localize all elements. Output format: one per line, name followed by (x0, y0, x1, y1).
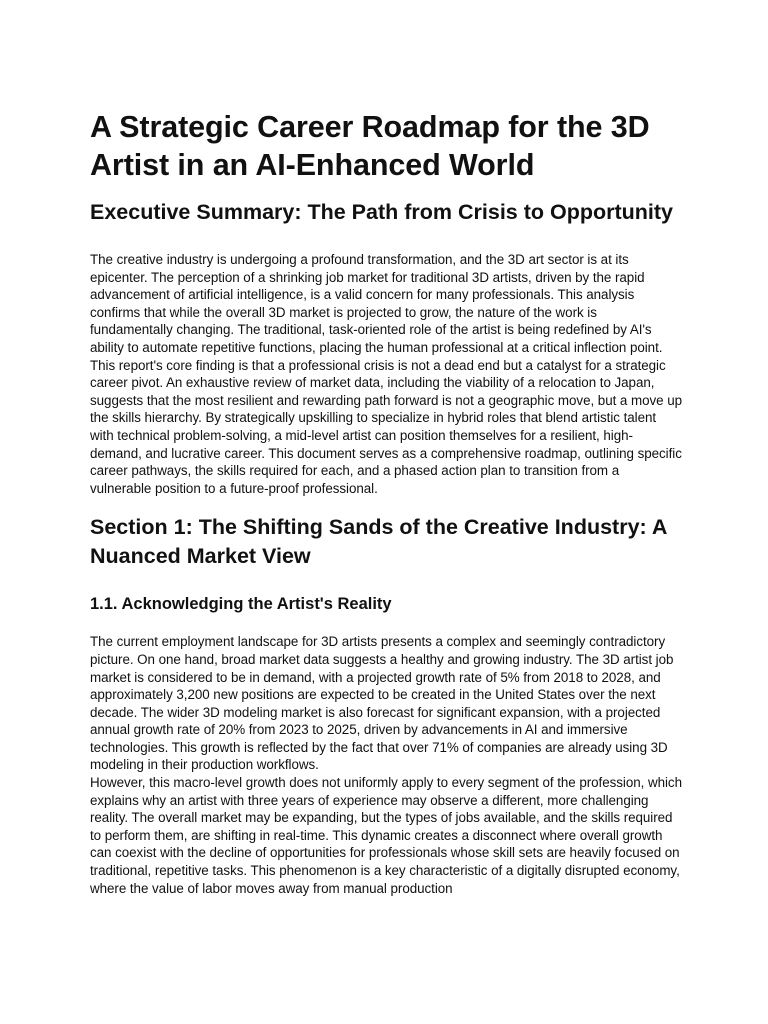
document-title: A Strategic Career Roadmap for the 3D Artist in an AI-Enhanced World (90, 110, 650, 182)
executive-summary-heading: Executive Summary: The Path from Crisis to Opportunity (90, 200, 673, 224)
executive-summary-paragraph-1: The creative industry is undergoing a profound transformation, and the 3D art sector is at its epicenter. The perception of a shrinking job market for traditional 3D artists, driven by the rapid advancement of artificial intelligence, is a valid concern for many professionals. This analysis confirms that while the overall 3D market is projected to grow, the nature of the work is fundamentally changing. The traditional, task-oriented role of the artist is being redefined by AI's ability to automate repetitive functions, placing the human professional at a critical inflection point. (90, 252, 663, 355)
subsection-1-1-paragraph-1: The current employment landscape for 3D artists presents a complex and seemingly contradictory picture. On one hand, broad market data suggests a healthy and growing industry. The 3D artist job market is considered to be in demand, with a projected growth rate of 5% from 2018 to 2028, and approximately 3,200 new positions are expected to be created in the United States over the next decade. The wider 3D modeling market is also forecast for significant expansion, with a projected annual growth rate of 20% from 2023 to 2025, driven by advancements in AI and immersive technologies. This growth is reflected by the fact that over 71% of companies are already using 3D modeling in their production workflows. (90, 634, 674, 773)
subsection-1-1-heading: 1.1. Acknowledging the Artist's Reality (90, 595, 392, 614)
document-page (90, 108, 682, 897)
executive-summary-paragraph-2: This report's core finding is that a professional crisis is not a dead end but a catalyst for a strategic career pivot. An exhaustive review of market data, including the viability of a relocation to Japan, suggests that the most resilient and rewarding path forward is not a geographic move, but a move up the skills hierarchy. By strategically upskilling to specialize in hybrid roles that blend artistic talent with technical problem-solving, a mid-level artist can position themselves for a resilient, high-demand, and lucrative career. This document serves as a comprehensive roadmap, outlining specific career pathways, the skills required for each, and a phased action plan to transition from a vulnerable position to a future-proof professional. (90, 357, 683, 496)
section-1-heading: Section 1: The Shifting Sands of the Creative Industry: A Nuanced Market View (90, 515, 667, 569)
subsection-1-1-paragraph-2: However, this macro-level growth does not uniformly apply to every segment of the profession, which explains why an artist with three years of experience may observe a different, more challenging reality. The overall market may be expanding, but the types of jobs available, and the skills required to perform them, are shifting in real-time. This dynamic creates a disconnect where overall growth can coexist with the decline of opportunities for professionals whose skill sets are heavily focused on traditional, repetitive tasks. This phenomenon is a key characteristic of a digitally disrupted economy, where the value of labor moves away from manual production (90, 775, 682, 896)
